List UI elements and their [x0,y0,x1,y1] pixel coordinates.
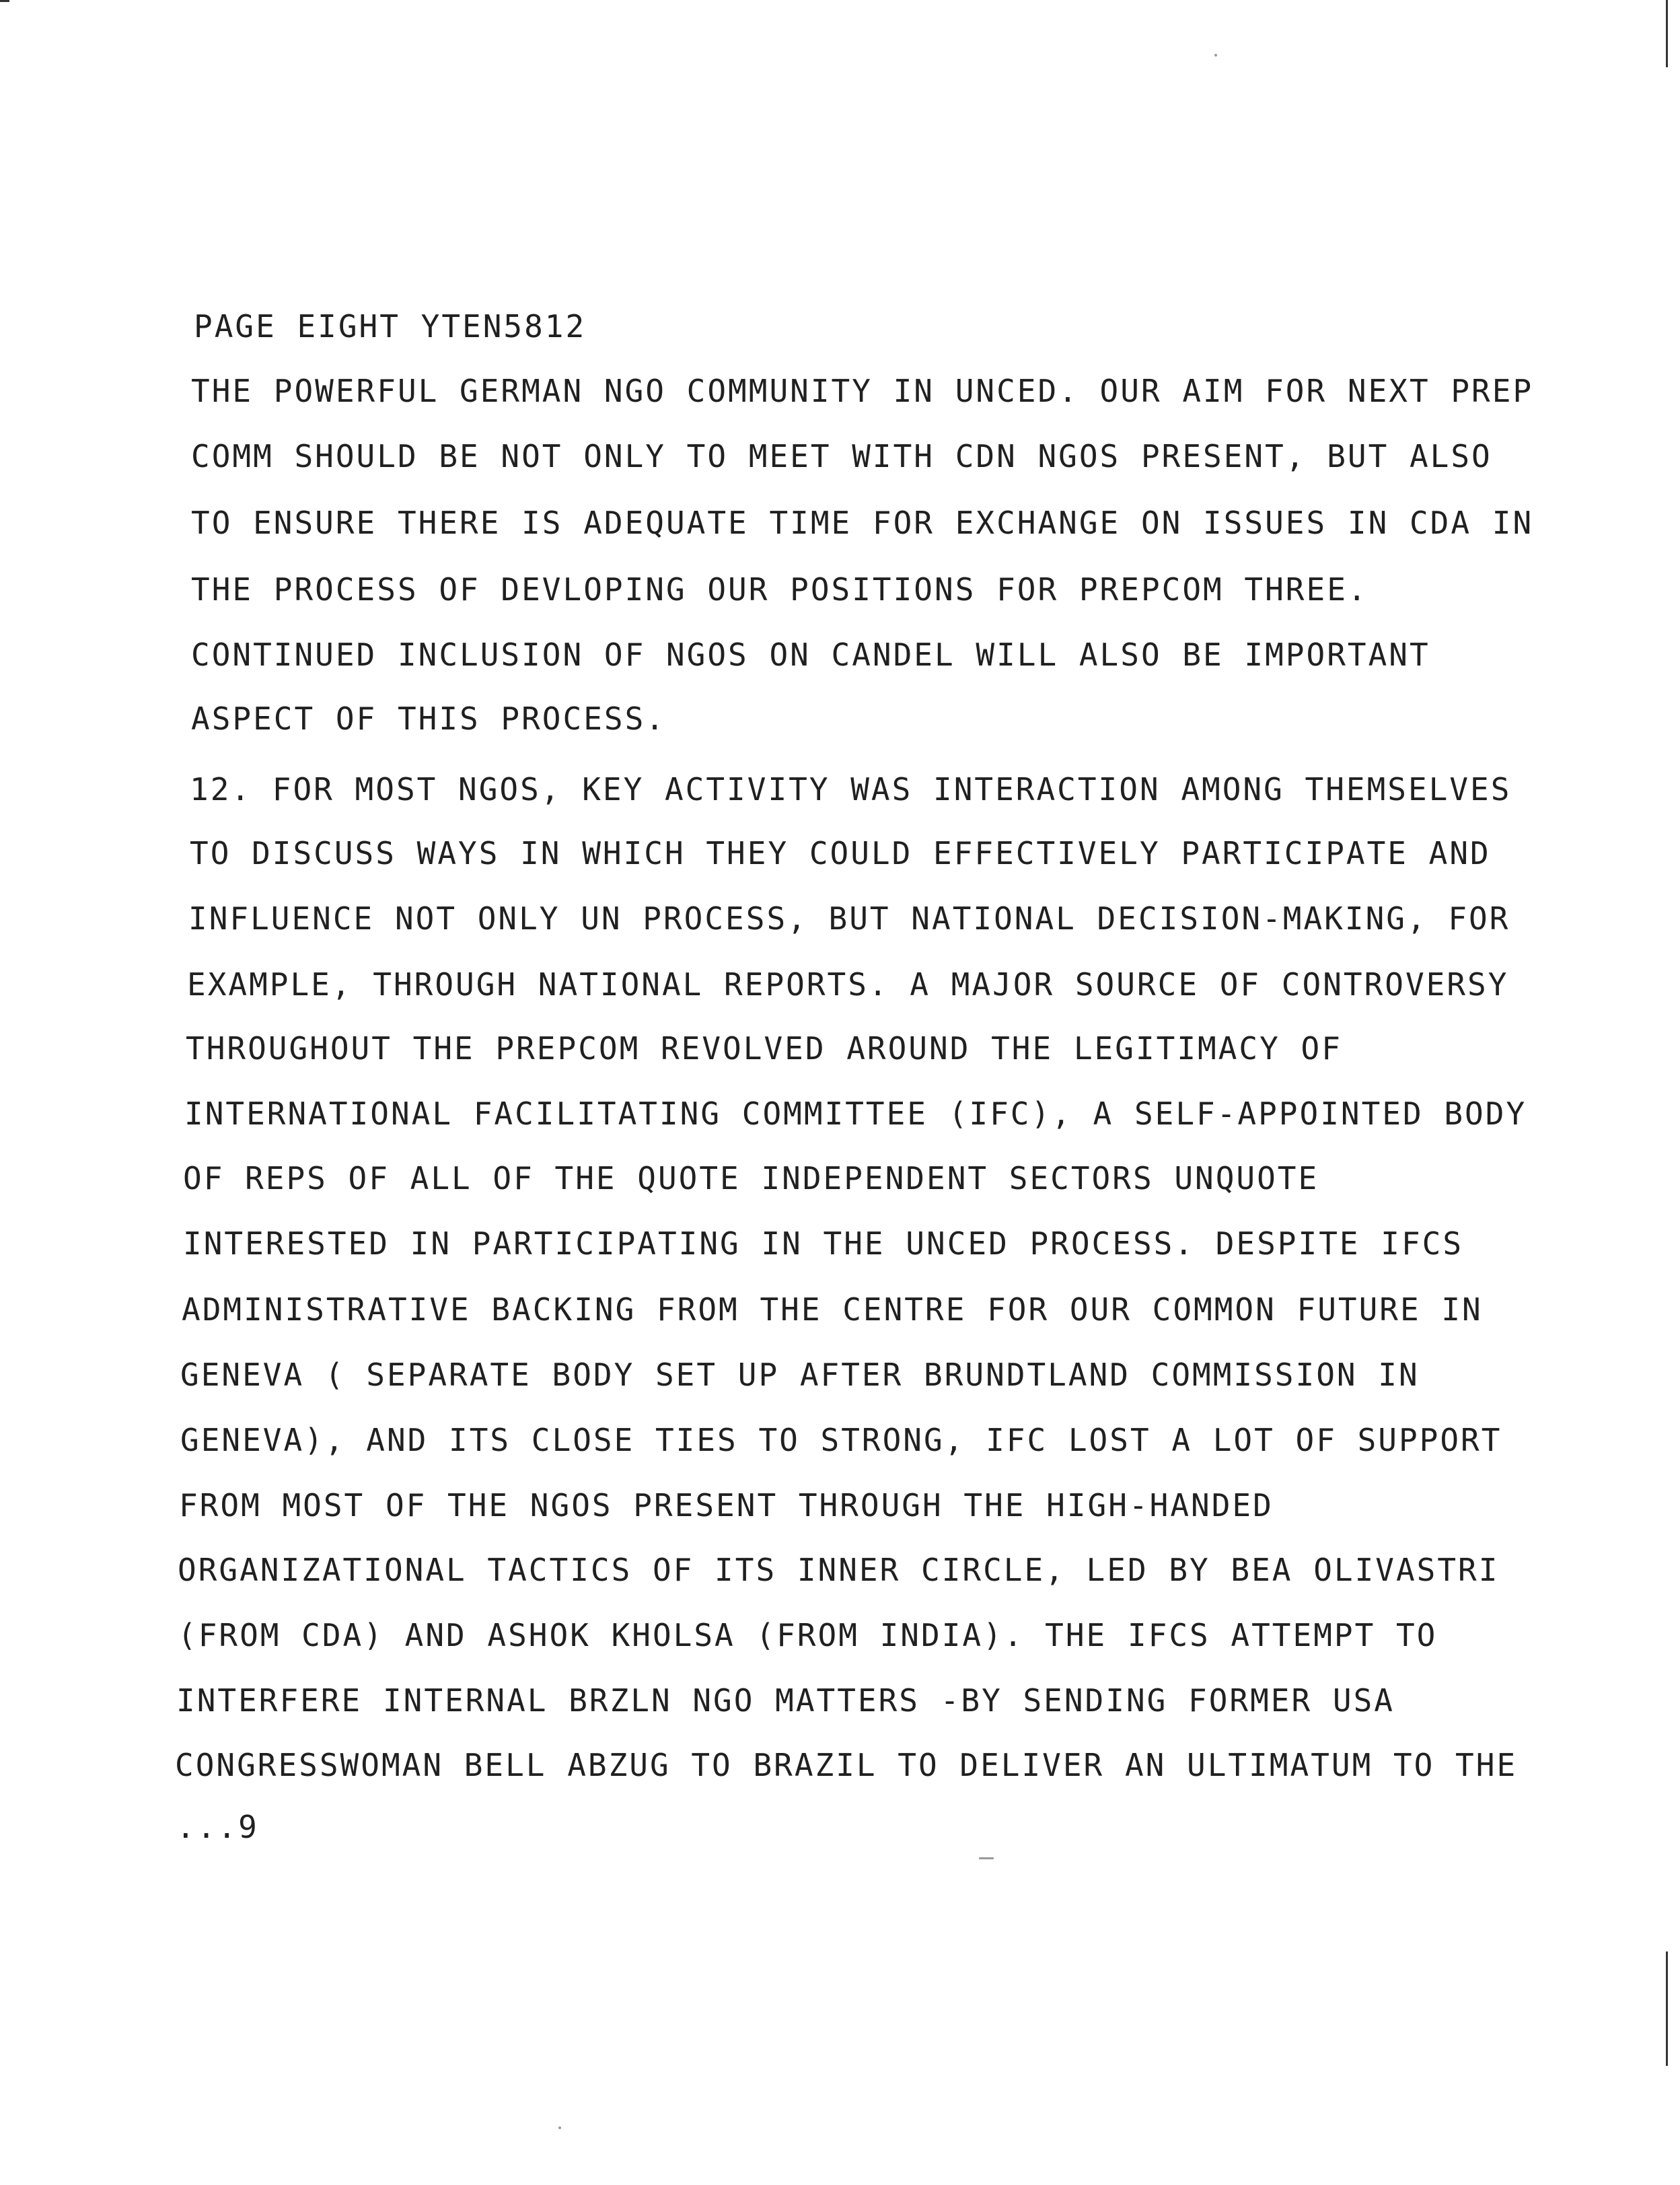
scan-edge-mark [1666,1951,1668,2066]
page-header: PAGE EIGHT YTEN5812 [194,308,587,345]
text-line: THE POWERFUL GERMAN NGO COMMUNITY IN UNCED. OUR AIM FOR NEXT PREP [191,373,1534,409]
text-line: ORGANIZATIONAL TACTICS OF ITS INNER CIRCLE, LED BY BEA OLIVASTRI [178,1552,1500,1588]
text-line: OF REPS OF ALL OF THE QUOTE INDEPENDENT SECTORS UNQUOTE [183,1160,1319,1196]
text-line: INTERESTED IN PARTICIPATING IN THE UNCED PROCESS. DESPITE IFCS [183,1225,1464,1262]
text-line: ADMINISTRATIVE BACKING FROM THE CENTRE FOR OUR COMMON FUTURE IN [182,1291,1483,1328]
text-line: INTERFERE INTERNAL BRZLN NGO MATTERS -BY SENDING FORMER USA [176,1682,1395,1719]
text-line: TO DISCUSS WAYS IN WHICH THEY COULD EFFECTIVELY PARTICIPATE AND [190,835,1491,871]
text-line: COMM SHOULD BE NOT ONLY TO MEET WITH CDN NGOS PRESENT, BUT ALSO [191,438,1492,474]
text-line: THROUGHOUT THE PREPCOM REVOLVED AROUND THE LEGITIMACY OF [186,1030,1342,1067]
text-line: TO ENSURE THERE IS ADEQUATE TIME FOR EXCHANGE ON ISSUES IN CDA IN [191,505,1534,541]
text-line: CONTINUED INCLUSION OF NGOS ON CANDEL WILL ALSO BE IMPORTANT [191,637,1430,673]
scan-edge-mark [1666,0,1668,67]
text-line: INFLUENCE NOT ONLY UN PROCESS, BUT NATIONAL DECISION-MAKING, FOR [188,900,1510,937]
text-line: EXAMPLE, THROUGH NATIONAL REPORTS. A MAJOR SOURCE OF CONTROVERSY [187,966,1509,1003]
text-line: (FROM CDA) AND ASHOK KHOLSA (FROM INDIA). THE IFCS ATTEMPT TO [178,1617,1438,1653]
text-line: ASPECT OF THIS PROCESS. [191,701,666,737]
text-line: GENEVA), AND ITS CLOSE TIES TO STRONG, IFC LOST A LOT OF SUPPORT [180,1422,1502,1458]
continuation-marker: ...9 [176,1809,259,1845]
scan-edge-mark [0,0,9,2]
text-line: THE PROCESS OF DEVLOPING OUR POSITIONS FOR PREPCOM THREE. [191,571,1368,608]
text-line: FROM MOST OF THE NGOS PRESENT THROUGH THE HIGH-HANDED [179,1487,1274,1524]
text-line: GENEVA ( SEPARATE BODY SET UP AFTER BRUNDTLAND COMMISSION IN [180,1357,1420,1393]
scan-speck [558,2126,561,2129]
text-line: CONGRESSWOMAN BELL ABZUG TO BRAZIL TO DELIVER AN ULTIMATUM TO THE [175,1747,1518,1783]
scan-speck [979,1857,994,1859]
text-line: INTERNATIONAL FACILITATING COMMITTEE (IFC), A SELF-APPOINTED BODY [184,1096,1527,1132]
text-line: 12. FOR MOST NGOS, KEY ACTIVITY WAS INTERACTION AMONG THEMSELVES [190,771,1512,808]
scan-speck [1214,54,1217,57]
